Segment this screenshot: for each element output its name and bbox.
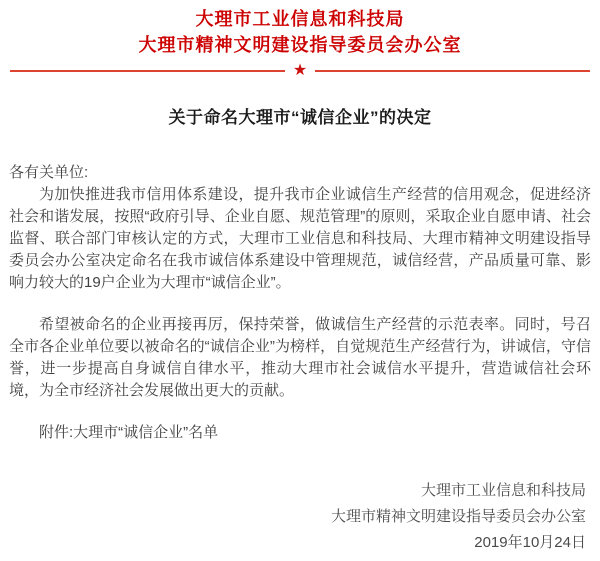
document-body	[0, 162, 600, 444]
salutation: 各有关单位:	[9, 164, 89, 181]
letterhead-org-2: 大理市精神文明建设指导委员会办公室	[138, 35, 462, 55]
divider-rule-left	[10, 70, 285, 72]
signature-date: 2019年10月24日	[474, 534, 586, 551]
signature-block	[0, 478, 600, 556]
letterhead	[0, 0, 600, 58]
letterhead-divider	[0, 58, 600, 84]
star-icon: ★	[292, 62, 308, 79]
signature-org-1: 大理市工业信息和科技局	[420, 482, 586, 499]
body-paragraph-2: 希望被命名的企业再接再厉，保持荣誉，做诚信生产经营的示范表率。同时，号召全市各企业单位要以被命名的“诚信企业”为榜样，自觉规范生产经营行为，讲诚信，守信誉，进一步提高自身诚信自律水平，推动大理市社会诚信水平提升，营造诚信社会环境，为全市经济社会发展做出更大的贡献。	[9, 316, 591, 399]
document-title: 关于命名大理市“诚信企业”的决定	[168, 108, 432, 127]
attachment-line: 附件:大理市“诚信企业”名单	[39, 424, 219, 441]
signature-org-2: 大理市精神文明建设指导委员会办公室	[330, 508, 586, 525]
divider-rule-right	[315, 70, 590, 72]
letterhead-org-1: 大理市工业信息和科技局	[195, 9, 405, 29]
body-paragraph-1: 为加快推进我市信用体系建设，提升我市企业诚信生产经营的信用观念，促进经济社会和谐发展，按照“政府引导、企业自愿、规范管理”的原则，采取企业自愿申请、社会监督、联合部门审核认定的方式，大理市工业信息和科技局、大理市精神文明建设指导委员会办公室决定命名在我市诚信体系建设中管理规范，诚信经营，产品质量可靠、影响力较大的19户企业为大理市“诚信企业”。	[9, 186, 591, 291]
